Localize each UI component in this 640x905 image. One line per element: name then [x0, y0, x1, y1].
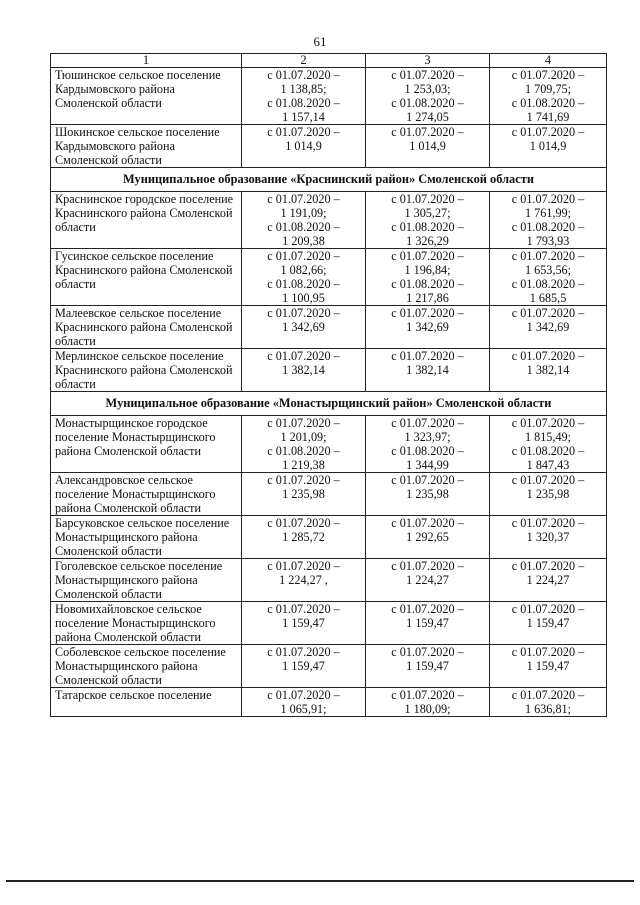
tariff-line: 1 653,56; — [524, 263, 572, 277]
tariff-line: 1 292,65 — [406, 530, 449, 544]
tariff-line: с 01.07.2020 – — [391, 416, 464, 430]
settlement-name: Новомихайловское сельское поселение Монастырщинского района Смоленской области — [51, 602, 242, 645]
tariff-line: с 01.08.2020 – — [391, 220, 464, 234]
tariff-line: 1 138,85; — [280, 82, 327, 96]
tariff-line: 1 159,47 — [406, 616, 449, 630]
tariff-line: 1 159,47 — [526, 659, 570, 673]
tariff-line: с 01.07.2020 – — [267, 349, 340, 363]
tariff-line: с 01.07.2020 – — [511, 68, 585, 82]
tariff-line: 1 344,99 — [406, 458, 449, 472]
tariff-line: с 01.07.2020 – — [511, 306, 585, 320]
tariff-line: с 01.08.2020 – — [391, 277, 464, 291]
settlement-name: Тюшинское сельское поселение Кардымовского района Смоленской области — [51, 68, 242, 125]
tariff-line: 1 323,97; — [404, 430, 451, 444]
settlement-name: Монастырщинское городское поселение Монастырщинского района Смоленской области — [51, 416, 242, 473]
tariff-cell-col2 — [242, 645, 366, 688]
settlement-name: Соболевское сельское поселение Монастырщинского района Смоленской области — [51, 645, 242, 688]
tariff-line: 1 224,27 , — [279, 573, 328, 587]
tariff-cell-col3 — [366, 602, 490, 645]
table-row — [51, 559, 607, 602]
tariff-line: 1 342,69 — [406, 320, 449, 334]
tariff-line: с 01.07.2020 – — [511, 473, 585, 487]
tariff-cell-col4 — [490, 68, 607, 125]
tariff-line: 1 201,09; — [280, 430, 327, 444]
tariff-line: 1 382,14 — [526, 363, 570, 377]
tariff-line: 1 159,47 — [406, 659, 449, 673]
tariff-cell-col2 — [242, 68, 366, 125]
tariff-line: с 01.08.2020 – — [391, 96, 464, 110]
settlement-name: Малеевское сельское поселение Краснинского района Смоленской области — [51, 306, 242, 349]
tariff-line: с 01.07.2020 – — [267, 68, 340, 82]
tariff-line: с 01.08.2020 – — [511, 277, 585, 291]
column-header-3: 3 — [366, 54, 490, 68]
tariff-line: с 01.07.2020 – — [391, 125, 464, 139]
tariff-line: с 01.07.2020 – — [267, 645, 340, 659]
tariff-line: 1 847,43 — [526, 458, 570, 472]
tariff-line: 1 191,09; — [280, 206, 327, 220]
tariff-line: 1 382,14 — [282, 363, 325, 377]
tariff-line: 1 014,9 — [529, 139, 567, 153]
settlement-name: Татарское сельское поселение — [51, 688, 242, 717]
bottom-divider — [6, 880, 634, 882]
tariff-line: с 01.07.2020 – — [391, 473, 464, 487]
tariff-cell-col3 — [366, 473, 490, 516]
tariff-line: с 01.07.2020 – — [267, 688, 340, 702]
tariff-line: с 01.07.2020 – — [391, 349, 464, 363]
tariff-line: с 01.08.2020 – — [267, 444, 340, 458]
tariff-line: 1 224,27 — [526, 573, 570, 587]
tariff-line: 1 636,81; — [524, 702, 572, 716]
tariff-cell-col2 — [242, 602, 366, 645]
settlement-name: Александровское сельское поселение Монастырщинского района Смоленской области — [51, 473, 242, 516]
tariff-line: с 01.07.2020 – — [511, 349, 585, 363]
tariff-line: с 01.07.2020 – — [391, 516, 464, 530]
table-row — [51, 349, 607, 392]
tariff-cell-col4 — [490, 602, 607, 645]
section-header-row — [51, 168, 607, 192]
table-row — [51, 192, 607, 249]
tariff-line: 1 326,29 — [406, 234, 449, 248]
tariff-line: с 01.07.2020 – — [511, 249, 585, 263]
settlement-name: Гоголевское сельское поселение Монастырщинского района Смоленской области — [51, 559, 242, 602]
tariff-line: с 01.07.2020 – — [267, 602, 340, 616]
tariff-cell-col3 — [366, 68, 490, 125]
tariff-line: с 01.07.2020 – — [391, 306, 464, 320]
tariff-line: 1 209,38 — [282, 234, 325, 248]
tariff-line: с 01.07.2020 – — [391, 602, 464, 616]
settlement-name: Мерлинское сельское поселение Краснинского района Смоленской области — [51, 349, 242, 392]
tariff-line: 1 685,5 — [529, 291, 567, 305]
section-title: Муниципальное образование «Краснинский район» Смоленской области — [51, 168, 607, 192]
settlement-name: Краснинское городское поселение Краснинского района Смоленской области — [51, 192, 242, 249]
tariff-cell-col2 — [242, 516, 366, 559]
tariff-line: 1 761,99; — [524, 206, 572, 220]
tariff-line: 1 159,47 — [526, 616, 570, 630]
tariff-line: 1 014,9 — [409, 139, 446, 153]
table-body — [51, 68, 607, 717]
tariff-line: с 01.07.2020 – — [391, 249, 464, 263]
tariff-cell-col4 — [490, 516, 607, 559]
tariff-line: с 01.07.2020 – — [267, 125, 340, 139]
tariff-line: с 01.07.2020 – — [391, 68, 464, 82]
tariff-line: 1 014,9 — [285, 139, 322, 153]
tariff-line: с 01.07.2020 – — [511, 559, 585, 573]
tariff-line: с 01.07.2020 – — [391, 688, 464, 702]
tariff-line: с 01.08.2020 – — [511, 444, 585, 458]
tariff-line: 1 741,69 — [526, 110, 570, 124]
table-row — [51, 516, 607, 559]
tariff-line: с 01.07.2020 – — [511, 688, 585, 702]
tariff-cell-col2 — [242, 306, 366, 349]
tariff-line: с 01.07.2020 – — [511, 516, 585, 530]
tariff-line: с 01.07.2020 – — [511, 416, 585, 430]
tariff-line: 1 196,84; — [404, 263, 451, 277]
tariff-line: с 01.07.2020 – — [391, 645, 464, 659]
table-row — [51, 688, 607, 717]
settlement-name: Шокинское сельское поселение Кардымовского района Смоленской области — [51, 125, 242, 168]
tariff-line: с 01.07.2020 – — [267, 249, 340, 263]
column-header-2: 2 — [242, 54, 366, 68]
section-title: Муниципальное образование «Монастырщинский район» Смоленской области — [51, 392, 607, 416]
tariff-cell-col2 — [242, 473, 366, 516]
tariff-line: с 01.07.2020 – — [511, 645, 585, 659]
table-row — [51, 125, 607, 168]
tariff-line: 1 305,27; — [404, 206, 451, 220]
tariff-cell-col4 — [490, 349, 607, 392]
tariff-cell-col3 — [366, 125, 490, 168]
tariff-cell-col3 — [366, 559, 490, 602]
tariff-line: с 01.07.2020 – — [267, 559, 340, 573]
tariff-cell-col4 — [490, 688, 607, 717]
tariff-line: с 01.07.2020 – — [267, 516, 340, 530]
tariff-line: 1 082,66; — [280, 263, 327, 277]
tariff-line: 1 235,98 — [526, 487, 570, 501]
tariff-line: 1 235,98 — [406, 487, 449, 501]
tariff-cell-col2 — [242, 192, 366, 249]
tariff-line: с 01.07.2020 – — [511, 602, 585, 616]
tariff-cell-col4 — [490, 192, 607, 249]
tariff-line: с 01.08.2020 – — [511, 96, 585, 110]
tariff-line: 1 320,37 — [526, 530, 570, 544]
tariff-cell-col4 — [490, 473, 607, 516]
tariff-line: 1 342,69 — [282, 320, 325, 334]
page-number: 61 — [313, 34, 327, 49]
tariff-line: 1 159,47 — [282, 659, 325, 673]
tariff-line: с 01.07.2020 – — [267, 416, 340, 430]
tariff-line: 1 815,49; — [524, 430, 572, 444]
table-row — [51, 645, 607, 688]
tariff-cell-col2 — [242, 349, 366, 392]
tariff-cell-col3 — [366, 192, 490, 249]
tariff-line: 1 253,03; — [404, 82, 451, 96]
table-row — [51, 306, 607, 349]
tariff-cell-col4 — [490, 645, 607, 688]
tariff-line: с 01.08.2020 – — [267, 220, 340, 234]
tariff-line: 1 159,47 — [282, 616, 325, 630]
tariff-line: 1 342,69 — [526, 320, 570, 334]
tariff-cell-col4 — [490, 249, 607, 306]
column-header-1: 1 — [51, 54, 242, 68]
table-row — [51, 249, 607, 306]
tariff-line: 1 219,38 — [282, 458, 325, 472]
tariff-line: с 01.07.2020 – — [267, 192, 340, 206]
tariff-line: с 01.07.2020 – — [511, 125, 585, 139]
tariff-cell-col3 — [366, 306, 490, 349]
tariff-cell-col4 — [490, 306, 607, 349]
column-header-4: 4 — [490, 54, 607, 68]
tariff-line: 1 180,09; — [404, 702, 451, 716]
tariff-cell-col3 — [366, 249, 490, 306]
tariff-cell-col4 — [490, 416, 607, 473]
tariff-line: с 01.08.2020 – — [267, 277, 340, 291]
table-row — [51, 473, 607, 516]
tariff-cell-col2 — [242, 416, 366, 473]
tariff-line: 1 709,75; — [524, 82, 572, 96]
table-row — [51, 416, 607, 473]
tariff-line: с 01.07.2020 – — [267, 473, 340, 487]
tariff-line: с 01.07.2020 – — [391, 559, 464, 573]
tariff-line: с 01.08.2020 – — [267, 96, 340, 110]
tariff-line: 1 235,98 — [282, 487, 325, 501]
tariff-line: 1 382,14 — [406, 363, 449, 377]
tariff-cell-col4 — [490, 125, 607, 168]
tariff-cell-col2 — [242, 559, 366, 602]
tariff-cell-col2 — [242, 688, 366, 717]
tariff-cell-col2 — [242, 125, 366, 168]
tariff-line: 1 285,72 — [282, 530, 325, 544]
tariff-line: с 01.08.2020 – — [511, 220, 585, 234]
tariff-line: 1 100,95 — [282, 291, 325, 305]
tariff-table — [50, 53, 607, 717]
tariff-line: с 01.08.2020 – — [391, 444, 464, 458]
tariff-cell-col3 — [366, 516, 490, 559]
tariff-cell-col3 — [366, 688, 490, 717]
tariff-line: 1 274,05 — [406, 110, 449, 124]
tariff-line: 1 157,14 — [282, 110, 325, 124]
tariff-line: 1 793,93 — [526, 234, 570, 248]
tariff-cell-col3 — [366, 645, 490, 688]
tariff-cell-col3 — [366, 416, 490, 473]
tariff-line: с 01.07.2020 – — [511, 192, 585, 206]
tariff-line: 1 065,91; — [280, 702, 327, 716]
table-row — [51, 602, 607, 645]
tariff-cell-col2 — [242, 249, 366, 306]
tariff-line: с 01.07.2020 – — [391, 192, 464, 206]
table-row — [51, 68, 607, 125]
settlement-name: Барсуковское сельское поселение Монастырщинского района Смоленской области — [51, 516, 242, 559]
settlement-name: Гусинское сельское поселение Краснинского района Смоленской области — [51, 249, 242, 306]
tariff-line: 1 217,86 — [406, 291, 449, 305]
tariff-cell-col4 — [490, 559, 607, 602]
tariff-line: 1 224,27 — [406, 573, 449, 587]
tariff-cell-col3 — [366, 349, 490, 392]
column-header-row — [51, 54, 607, 68]
tariff-line: с 01.07.2020 – — [267, 306, 340, 320]
section-header-row — [51, 392, 607, 416]
